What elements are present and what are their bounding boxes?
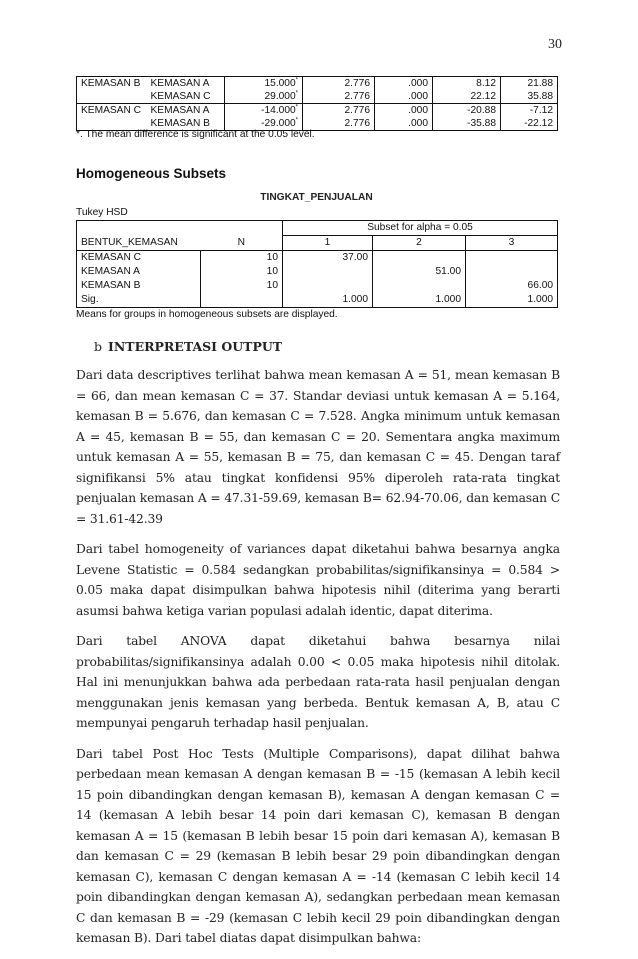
table-cell: KEMASAN A (81, 266, 140, 277)
table-cell (283, 265, 373, 279)
table-cell: 66.00 (466, 279, 558, 293)
table-row (77, 104, 558, 118)
table-cell: KEMASAN C (77, 104, 147, 118)
table-header-row (77, 236, 558, 251)
paragraph: Dari data descriptives terlihat bahwa mean kemasan A = 51, mean kemasan B = 66, dan mean kemasan C = 37. Standar deviasi untuk kemasan A = 5.164, kemasan B = 5.676, dan kemasan C = 7.528. Angka minimum untuk kemasan A = 45, kemasan B = 55, dan kemasan C = 20. Sementara angka maximum untuk kemasan A = 55, kemasan B = 75, dan kemasan C = 45. Dengan taraf signifikansi 5% atau tingkat konfidensi 95% diperoleh rata-rata tingkat penjualan kemasan A = 47.31-59.69, kemasan B= 62.94-70.06, dan kemasan C = 31.61-42.39 (76, 368, 560, 526)
table-cell: 37.00 (283, 251, 373, 266)
table-cell: 10 (201, 265, 283, 279)
paragraph: Dari tabel Post Hoc Tests (Multiple Comparisons), dapat dilihat bahwa perbedaan mean kemasan A dengan kemasan B = -15 (kemasan A lebih kecil 15 poin dibandingkan dengan kemasan B), kemasan A dengan kemasan C = 14 (kemasan A lebih besar 14 poin dari kemasan C), kemasan B dengan kemasan A = 15 (kemasan B lebih besar 15 poin dari kemasan A), kemasan B dan kemasan C = 29 (kemasan B lebih besar 29 poin dibandingkan dengan kemasan C), kemasan C dengan kemasan A = -14 (kemasan C lebih kecil 14 poin dibandingkan dengan kemasan A), sedangkan perbedaan mean kemasan C dan kemasan B = -29 (kemasan C lebih kecil 29 poin dibandingkan dengan kemasan B). Dari tabel diatas dapat disimpulkan bahwa: (76, 746, 560, 945)
posthoc-table (76, 76, 558, 131)
table-cell: KEMASAN B (150, 118, 210, 129)
table-cell: KEMASAN C (77, 251, 201, 266)
table-cell (373, 251, 466, 266)
table-cell: KEMASAN A (147, 77, 225, 91)
table-row (77, 77, 558, 91)
page-number: 30 (548, 37, 562, 52)
table-cell: -7.12 (501, 104, 558, 118)
table-cell (466, 265, 558, 279)
table-cell: 51.00 (373, 265, 466, 279)
table-row (77, 279, 558, 293)
table-cell: 29.000* (225, 90, 303, 104)
heading-text: INTERPRETASI OUTPUT (108, 339, 283, 354)
table-cell: -22.12 (501, 117, 558, 131)
table-header-cell: 3 (466, 236, 558, 251)
table-cell (373, 279, 466, 293)
paragraph: Dari tabel homogeneity of variances dapat diketahui bahwa besarnya angka Levene Statistic = 0.584 sedangkan probabilitas/signifikansinya = 0.584 > 0.05 maka dapat disimpulkan bahwa hipotesis nihil (diterima yang berarti asumsi bahwa ketiga varian populasi adalah identic, dapat diterima. (76, 542, 560, 618)
table-header-cell: 1 (283, 236, 373, 251)
table-cell: 2.776 (303, 90, 375, 104)
table-cell: 2.776 (303, 117, 375, 131)
table-cell: 10 (201, 251, 283, 266)
table-cell: -35.88 (433, 117, 501, 131)
table-footnote: *. The mean difference is significant at the 0.05 level. (76, 129, 315, 140)
table-cell: .000 (375, 90, 433, 104)
table-cell (466, 251, 558, 266)
homogeneous-subsets-table (76, 220, 558, 308)
table-row (77, 251, 558, 266)
table-cell: 1.000 (283, 293, 373, 308)
table-header-cell: N (237, 236, 245, 248)
table-cell: Sig. (81, 294, 99, 305)
table-row (77, 90, 558, 104)
table-cell: 1.000 (373, 293, 466, 308)
body-text (76, 365, 560, 959)
table-header-cell: Subset for alpha = 0.05 (283, 221, 558, 236)
table-cell (283, 279, 373, 293)
table-cell: -14.000* (225, 104, 303, 118)
table-cell: .000 (375, 77, 433, 91)
method-label: Tukey HSD (76, 207, 128, 218)
table-cell: .000 (375, 104, 433, 118)
table-cell (77, 221, 201, 236)
table-cell: 21.88 (501, 77, 558, 91)
table-header-row (77, 221, 558, 236)
table-cell: KEMASAN B (81, 280, 141, 291)
table-cell: -29.000* (225, 117, 303, 131)
list-bullet: b (94, 339, 103, 354)
table-cell: 22.12 (433, 90, 501, 104)
table-cell: KEMASAN A (147, 104, 225, 118)
table-note: Means for groups in homogeneous subsets are displayed. (76, 309, 338, 320)
table-cell: 2.776 (303, 104, 375, 118)
table-row (77, 265, 558, 279)
table-cell (77, 90, 147, 104)
table-cell: 1.000 (466, 293, 558, 308)
table-cell: .000 (375, 117, 433, 131)
table-header-cell: 2 (373, 236, 466, 251)
table-header-cell: BENTUK_KEMASAN (81, 236, 178, 248)
table-cell (201, 221, 283, 236)
table-cell: 8.12 (433, 77, 501, 91)
table-row (77, 293, 558, 308)
table-cell: 15.000* (225, 77, 303, 91)
table-cell: 35.88 (501, 90, 558, 104)
paragraph: Dari tabel ANOVA dapat diketahui bahwa besarnya nilai probabilitas/signifikansinya adalah 0.00 < 0.05 maka hipotesis nihil ditolak. Hal ini menunjukkan bahwa ada perbedaan rata-rata hasil penjualan dengan menggunakan jenis kemasan yang berbeda. Bentuk kemasan A, B, atau C mempunyai pengaruh terhadap hasil penjualan. (76, 634, 560, 730)
section-heading: Homogeneous Subsets (76, 166, 227, 181)
interpretation-heading (94, 339, 282, 354)
table-title: TINGKAT_PENJUALAN (260, 192, 373, 203)
table-cell: 2.776 (303, 77, 375, 91)
table-cell (201, 293, 283, 308)
table-cell: KEMASAN C (150, 91, 211, 102)
table-cell: 10 (201, 279, 283, 293)
table-cell: -20.88 (433, 104, 501, 118)
table-cell: KEMASAN B (77, 77, 147, 91)
